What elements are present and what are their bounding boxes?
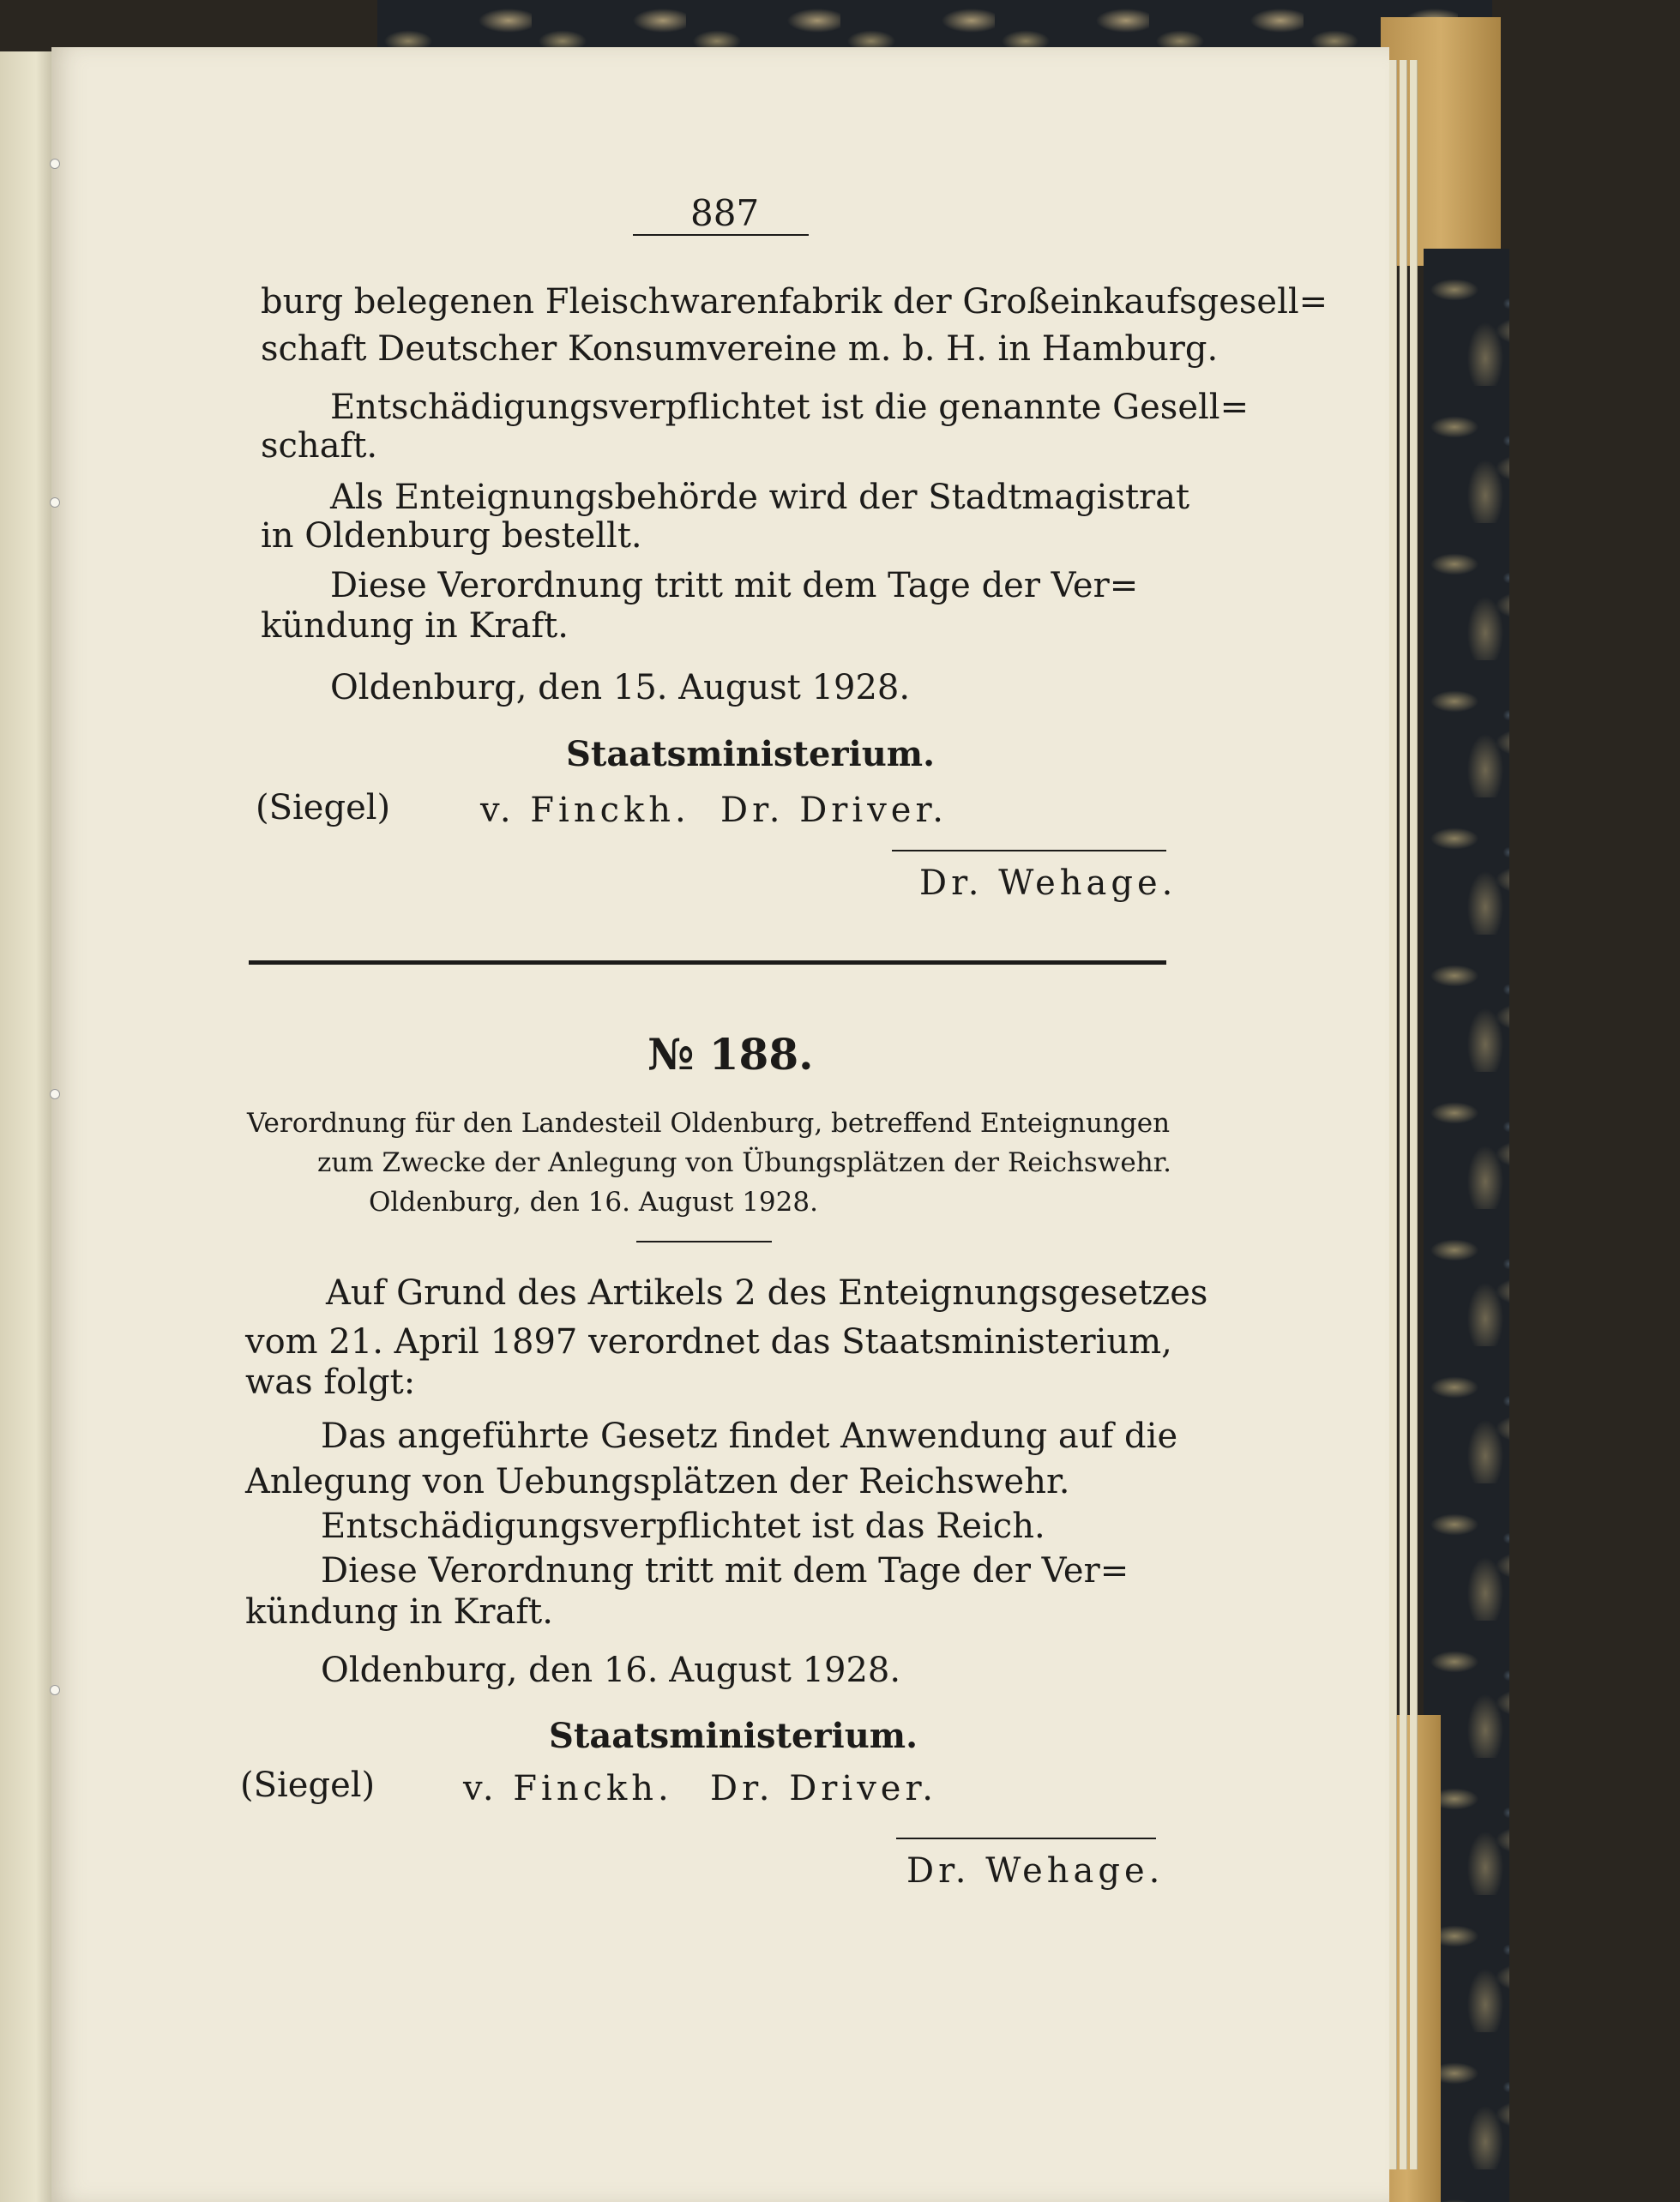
page-number: 887 (690, 192, 760, 234)
signature: v. Finckh. (480, 791, 690, 830)
binding-stitch (50, 497, 60, 508)
body-line: Als Enteignungsbehörde wird der Stadtmagistrat (330, 478, 1190, 517)
date-line: Oldenburg, den 16. August 1928. (321, 1651, 901, 1690)
body-line: Das angeführte Gesetz findet Anwendung auf die (321, 1417, 1178, 1456)
signature: Dr. Wehage. (906, 1851, 1165, 1891)
signature-rule (892, 850, 1166, 851)
signature: v. Finckh. (463, 1769, 673, 1808)
ministry-heading: Staatsministerium. (549, 1716, 918, 1756)
signature: Dr. Driver. (720, 791, 948, 830)
body-line: in Oldenburg bestellt. (261, 516, 642, 556)
signature: Dr. Driver. (710, 1769, 937, 1808)
ordinance-title-line: zum Zwecke der Anlegung von Übungsplätzen der Reichswehr. (317, 1147, 1171, 1178)
body-line: Auf Grund des Artikels 2 des Enteignungsgesetzes (326, 1273, 1208, 1313)
ministry-heading: Staatsministerium. (566, 734, 936, 774)
seal-label: (Siegel) (240, 1766, 376, 1805)
ordinance-number: № 188. (647, 1029, 814, 1080)
binding-stitch (50, 159, 60, 169)
page-edge (1400, 60, 1407, 2169)
title-rule (636, 1241, 772, 1242)
section-divider (249, 960, 1166, 965)
body-line: Entschädigungsverpflichtet ist die genannte Gesell= (330, 388, 1249, 427)
body-line: schaft Deutscher Konsumvereine m. b. H. in Hamburg. (261, 329, 1219, 369)
body-line: Entschädigungsverpflichtet ist das Reich. (321, 1507, 1045, 1546)
leather-spine-top (1381, 17, 1501, 266)
page-number-rule (633, 234, 809, 236)
body-line: was folgt: (245, 1363, 416, 1402)
body-line: kündung in Kraft. (261, 606, 569, 646)
ordinance-title-line: Oldenburg, den 16. August 1928. (369, 1187, 818, 1218)
signature: Dr. Wehage. (919, 863, 1177, 903)
body-line: Anlegung von Uebungsplätzen der Reichswehr. (245, 1462, 1070, 1501)
body-line: Diese Verordnung tritt mit dem Tage der Ver= (321, 1551, 1129, 1591)
body-line: kündung in Kraft. (245, 1592, 553, 1632)
body-line: burg belegenen Fleischwarenfabrik der Großeinkaufsgesell= (261, 282, 1328, 322)
body-line: vom 21. April 1897 verordnet das Staatsministerium, (245, 1322, 1172, 1362)
body-line: Diese Verordnung tritt mit dem Tage der Ver= (330, 566, 1139, 605)
page-edge (1389, 60, 1397, 2169)
page-edge (1410, 60, 1418, 2169)
binding-stitch (50, 1089, 60, 1099)
signature-rule (896, 1838, 1156, 1839)
ordinance-title-line: Verordnung für den Landesteil Oldenburg, betreffend Enteignungen (247, 1108, 1171, 1139)
seal-label: (Siegel) (256, 788, 391, 827)
date-line: Oldenburg, den 15. August 1928. (330, 668, 911, 707)
body-line: schaft. (261, 426, 378, 466)
binding-stitch (50, 1685, 60, 1695)
